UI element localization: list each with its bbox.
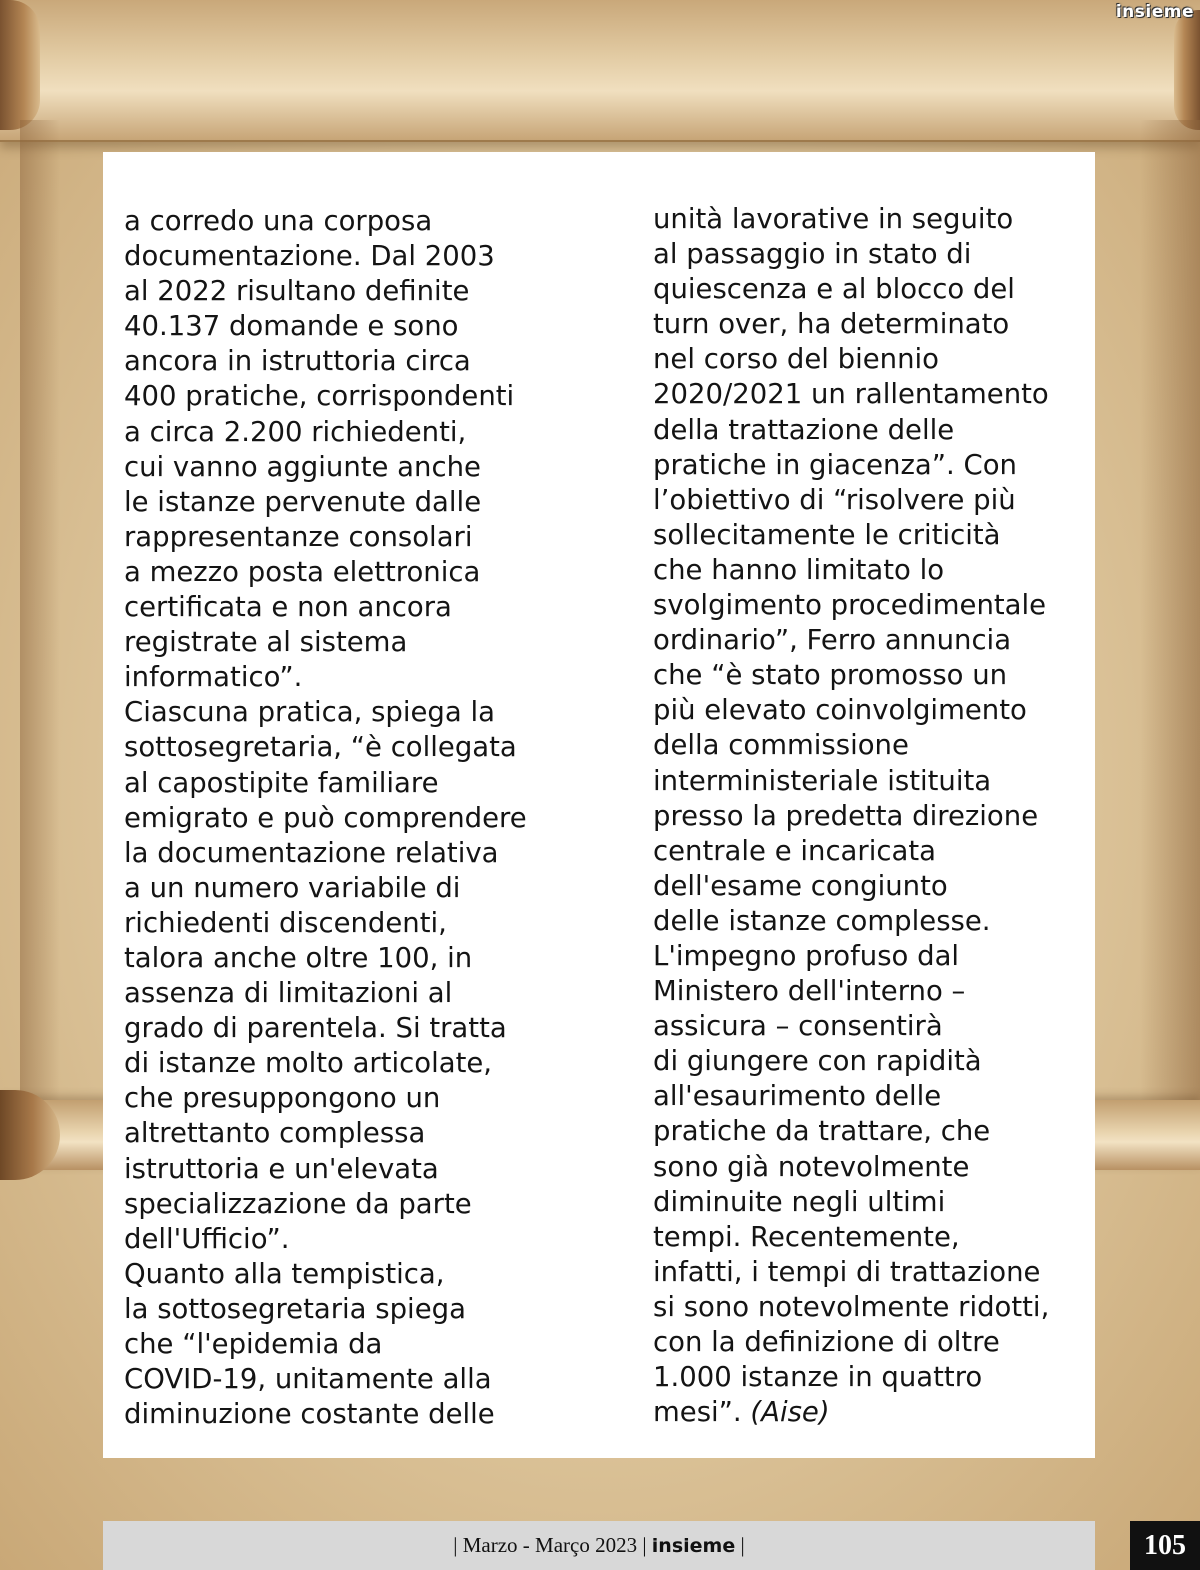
article-right-column xyxy=(653,202,1083,1430)
scroll-top-roll xyxy=(0,0,1200,142)
paragraph: a corredo una corposa documentazione. Dal 2003 al 2022 risultano definite 40.137 domande e sono ancora in istruttoria circa 400 pratiche, corrispondenti a circa 2.200 richiedenti, cui vanno aggiunte anche le istanze pervenute dalle rappresentanze consolari a mezzo posta elettronica certificata e non ancora registrate al sistema informatico”. xyxy=(124,205,515,694)
source-credit: (Aise) xyxy=(750,1396,830,1429)
paragraph: Quanto alla tempistica, la sottosegretaria spiega che “l'epidemia da COVID-19, unitamente alla diminuzione costante delle xyxy=(124,1257,495,1431)
header-brand-logo: insieme xyxy=(1115,2,1194,22)
paragraph: Ciascuna pratica, spiega la sottosegretaria, “è collegata al capostipite familiare emigrato e può comprendere la documentazione relativa a un numero variabile di richiedenti discendenti, talora anche oltre 100, in assenza di limitazioni al grado di parentela. Si tratta di istanze molto articolate, che presuppongono un altrettanto complessa istruttoria e un'elevata specializzazione da parte dell'Ufficio”. xyxy=(124,696,527,1255)
footer-brand-logo: insieme xyxy=(651,1535,736,1557)
scroll-top-left-curl xyxy=(0,0,40,130)
scroll-top-right-curl xyxy=(1174,10,1200,130)
article-text-panel xyxy=(103,152,1095,1458)
paragraph-text: unità lavorative in seguito al passaggio in stato di quiescenza e al blocco del turn over, ha determinato nel corso del biennio 2020/2021 un rallentamento della trattazione delle pratiche in giacenza”. Con l’obiettivo di “risolvere più sollecitamente le criticità che hanno limitato lo svolgimento procedimentale ordinario”, Ferro annuncia che “è stato promosso un più elevato coinvolgimento della commissione interministeriale istituita presso la predetta direzione centrale e incaricata dell'esame congiunto delle istanze complesse. L'impegno profuso dal Ministero dell'interno – assicura – consentirà di giungere con rapidità all'esaurimento delle pratiche da trattare, che sono già notevolmente diminuite negli ultimi tempi. Recentemente, infatti, i tempi di trattazione si sono notevolmente ridotti, con la definizione di oltre 1.000 istanze in quattro mesi”. xyxy=(653,203,1050,1429)
scroll-bottom-left-curl xyxy=(0,1090,60,1180)
scroll-right-edge xyxy=(1140,120,1200,1120)
footer-issue-line xyxy=(103,1533,1095,1558)
scroll-left-edge xyxy=(20,120,60,1120)
paragraph xyxy=(653,202,1083,1430)
footer-bar xyxy=(103,1521,1095,1570)
article-left-column xyxy=(124,204,574,1432)
footer-separator: | xyxy=(740,1533,745,1557)
footer-issue-date: | Marzo - Março 2023 | xyxy=(453,1533,647,1557)
page-number: 105 xyxy=(1130,1521,1200,1570)
